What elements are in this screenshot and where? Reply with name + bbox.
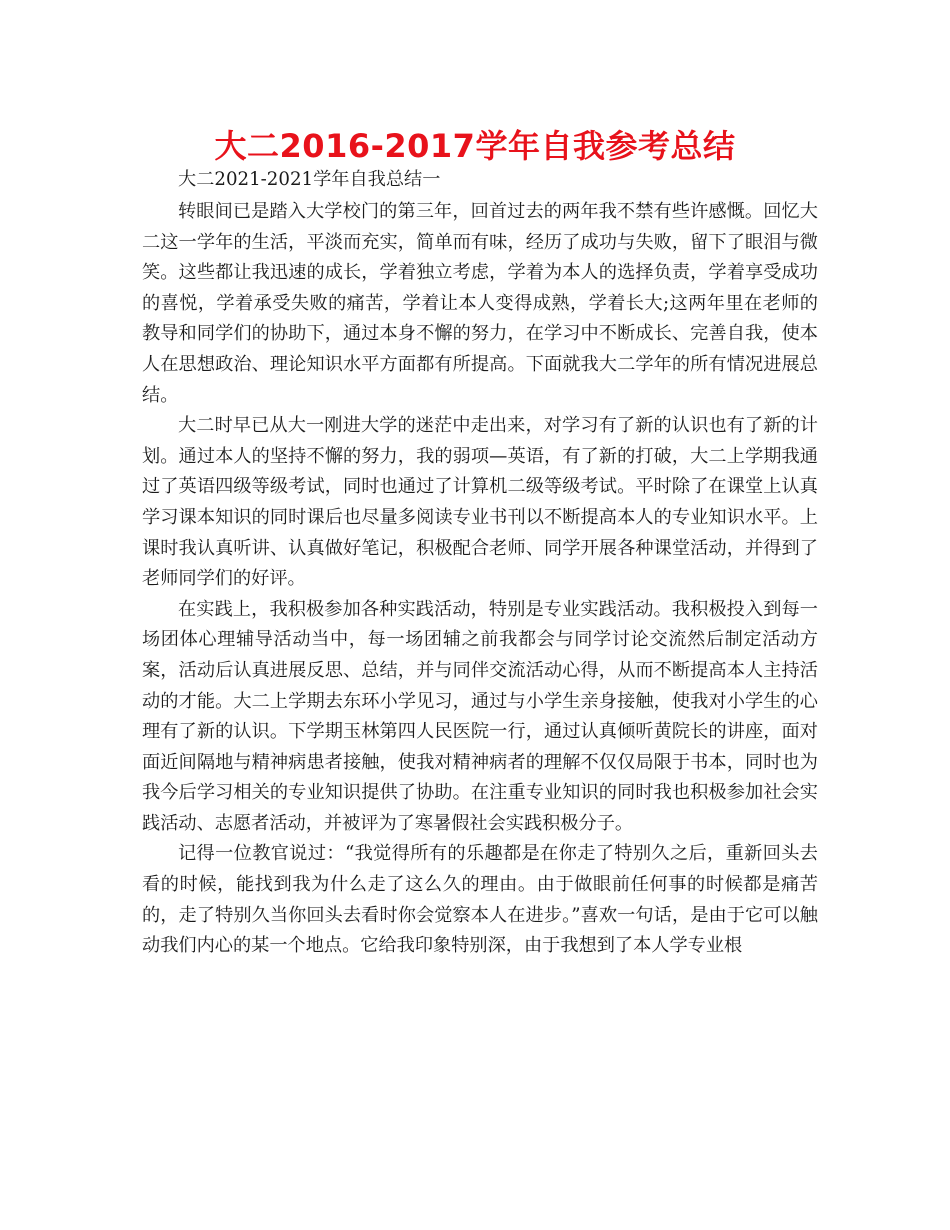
paragraph: 记得一位教官说过：“我觉得所有的乐趣都是在你走了特别久之后，重新回头去看的时候，能找到我为什么走了这么久的理由。由于做眼前任何事的时候都是痛苦的，走了特别久当你回头去看时你会觉察本人在进步。”喜欢一句话，是由于它可以触动我们内心的某一个地点。它给我印象特别深，由于我想到了本人学专业根	[142, 843, 818, 957]
section-subtitle: 大二2021-2021学年自我总结一	[178, 169, 441, 190]
paragraph: 在实践上，我积极参加各种实践活动，特别是专业实践活动。我积极投入到每一场团体心理辅导活动当中，每一场团辅之前我都会与同学讨论交流然后制定活动方案，活动后认真进展反思、总结，并与同伴交流活动心得，从而不断提高本人主持活动的才能。大二上学期去东环小学见习，通过与小学生亲身接触，使我对小学生的心理有了新的认识。下学期玉林第四人民医院一行，通过认真倾听黄院长的讲座，面对面近间隔地与精神病患者接触，使我对精神病者的理解不仅仅局限于书本，同时也为我今后学习相关的专业知识提供了协助。在注重专业知识的同时我也积极参加社会实践活动、志愿者活动，并被评为了寒暑假社会实践积极分子。	[142, 598, 818, 834]
document-title: 大二2016-2017学年自我参考总结	[214, 127, 736, 165]
document-body	[142, 166, 818, 962]
paragraph: 大二时早已从大一刚进大学的迷茫中走出来，对学习有了新的认识也有了新的计划。通过本人的坚持不懈的努力，我的弱项—英语，有了新的打破，大二上学期我通过了英语四级等级考试，同时也通过了计算机二级等级考试。平时除了在课堂上认真学习课本知识的同时课后也尽量多阅读专业书刊以不断提高本人的专业知识水平。上课时我认真听讲、认真做好笔记，积极配合老师、同学开展各种课堂活动，并得到了老师同学们的好评。	[142, 415, 818, 590]
paragraph: 转眼间已是踏入大学校门的第三年，回首过去的两年我不禁有些许感慨。回忆大二这一学年的生活，平淡而充实，简单而有味，经历了成功与失败，留下了眼泪与微笑。这些都让我迅速的成长，学着独立考虑，学着为本人的选择负责，学着享受成功的喜悦，学着承受失败的痛苦，学着让本人变得成熟，学着长大;这两年里在老师的教导和同学们的协助下，通过本身不懈的努力，在学习中不断成长、完善自我，使本人在思想政治、理论知识水平方面都有所提高。下面就我大二学年的所有情况进展总结。	[142, 201, 818, 406]
